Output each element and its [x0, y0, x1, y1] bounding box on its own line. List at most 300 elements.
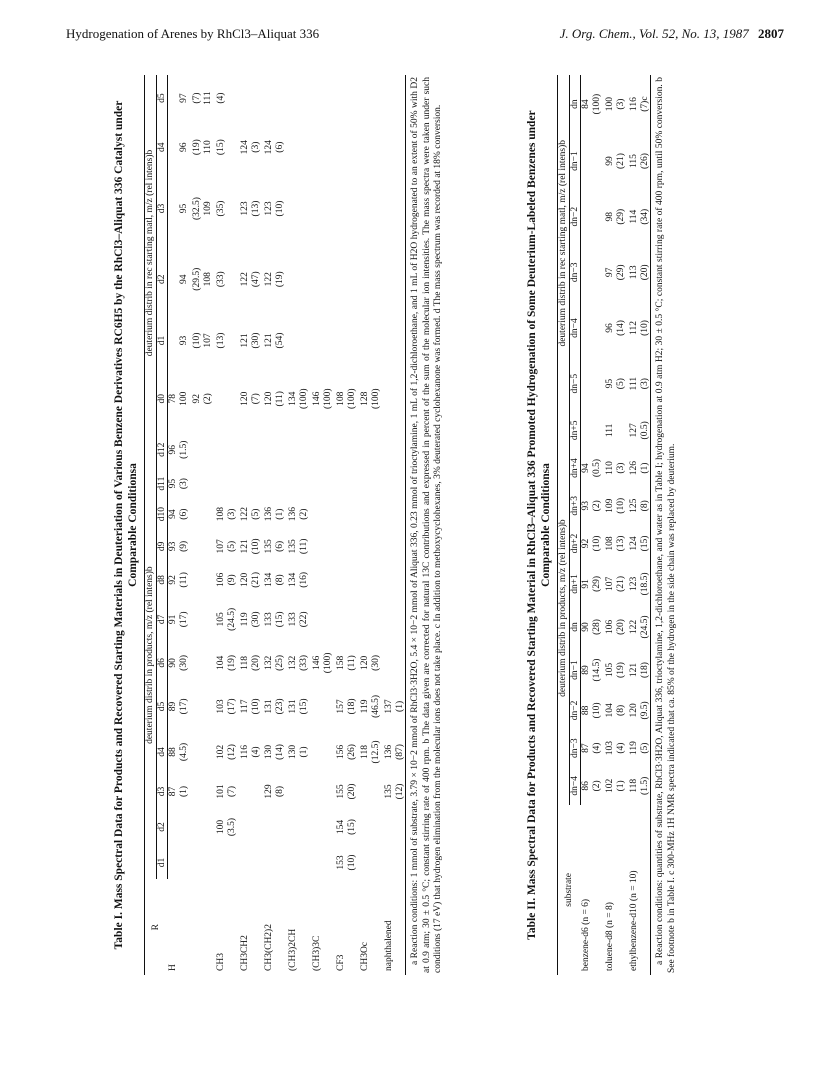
table-cell: 146 — [312, 391, 322, 406]
table-cell: (18) — [640, 648, 651, 691]
table-row — [357, 75, 371, 975]
table-cell: 119 — [240, 612, 250, 627]
table-cell: (15) — [274, 611, 285, 628]
table-cell — [357, 808, 371, 846]
table-row — [371, 75, 382, 975]
column-header-product: dn−1 — [569, 648, 581, 691]
row-label-spacer — [203, 879, 214, 975]
table-cell: (14) — [615, 320, 626, 336]
table-cell: (9) — [178, 540, 189, 552]
table-cell — [333, 121, 347, 173]
table-cell — [309, 431, 323, 469]
table-cell — [381, 431, 395, 469]
table-cell: (11) — [274, 391, 285, 407]
table-cell: 134 — [288, 391, 298, 406]
table-cell: (15) — [346, 819, 357, 835]
table-2-footnote: a Reaction conditions: quantities of substrate, RhCl3·3H2O, Aliquat 336, trioctylamine, 1,2-dichloroethane, and water as in Table I; hydrogenation at 0.9 atm H2; 30 ± 0.5 °C; constant stirring rate of 400 rpm, until 50% conversion. b See footnote b in Table I. c 300-MHz 1H NMR spectra indicated that ca. 85% of the hydrogen in the side chain was replaced by deuterium. — [655, 77, 677, 973]
table-cell: 91 — [581, 579, 591, 589]
table-1-footnote: a Reaction conditions: 1 mmol of substrate, 3.79 × 10−2 mmol of RhCl3·3H2O, 5.4 × 10−2 mmol of Aliquat 336, 0.23 mmol of trioctylamine, 1 mL of 1,2-dichloroethane, and 1 mL of H2O hydrogenated to an extent of 50% with D2 at 0.9 atm; 30 ± 0.5 °C; constant stirring rate of 400 rpm. b The data given are corrected for natural 13C contributions and expressed in percent of the sum of the molecular ion intensities. The mass spectra were taken under such conditions (17 eV) that hydrogen elimination from the molecular ions does not take place. c In addition to methoxycyclohexanes, 3% deuterated cyclohexanone was formed. d The mass spectrum was recorded at 18% conversion. — [410, 77, 443, 973]
table-cell: 121 — [629, 662, 639, 678]
table-cell — [357, 597, 371, 643]
table-cell: (8) — [274, 574, 285, 586]
table-cell — [309, 684, 323, 730]
table-row — [333, 75, 347, 975]
row-label: CF3 — [336, 954, 346, 971]
table-cell: 123 — [240, 201, 250, 216]
table-cell — [285, 775, 299, 809]
column-header-product: d6 — [156, 642, 168, 684]
table-cell: 111 — [629, 376, 639, 391]
table-cell: 120 — [629, 703, 639, 718]
table-cell: 110 — [605, 461, 615, 476]
table-cell: 87 — [168, 786, 178, 797]
table-cell: (20) — [250, 654, 261, 671]
table-row — [309, 75, 323, 975]
table-cell — [203, 808, 214, 846]
table-cell: 94 — [168, 509, 178, 519]
table-cell: (10) — [192, 332, 202, 349]
table-cell: (15) — [640, 525, 651, 563]
row-label-spacer — [179, 879, 190, 975]
row-label: (CH3)3C — [312, 935, 322, 971]
column-header-product: d7 — [156, 597, 168, 643]
table-cell: 121 — [264, 333, 274, 348]
table-cell: (17) — [226, 698, 237, 715]
table-cell: 104 — [605, 703, 615, 718]
table-cell — [309, 775, 323, 809]
table-cell — [395, 367, 406, 431]
table-cell: 158 — [336, 655, 346, 671]
table-cell — [285, 173, 299, 244]
table-2-head-substrate: substrate — [558, 805, 581, 975]
table-cell — [323, 173, 334, 244]
table-cell — [347, 530, 358, 564]
table-cell: (1.5) — [640, 767, 651, 805]
table-cell: 93 — [168, 541, 178, 552]
table-cell: 118 — [360, 745, 370, 759]
table-cell — [333, 75, 347, 121]
table-cell: (6) — [274, 540, 285, 552]
row-label: (CH3)2CH — [288, 928, 298, 971]
table-cell: (25) — [274, 654, 285, 671]
table-cell — [189, 469, 203, 499]
table-cell — [227, 173, 238, 244]
table-cell — [261, 808, 275, 846]
table-1-column-headers — [156, 75, 168, 975]
table-cell — [592, 189, 603, 245]
table-2-group-recovered: deuterium distrib in rec starting matl, m/z (rel intens)b — [558, 75, 570, 411]
table-cell: (10) — [346, 854, 357, 871]
table-cell: 118 — [629, 778, 639, 793]
table-cell: 132 — [288, 655, 298, 671]
table-cell — [581, 189, 592, 245]
table-cell — [357, 173, 371, 244]
column-header-recovered: dn−4 — [569, 300, 581, 356]
table-cell: (19) — [615, 662, 626, 678]
table-cell: (21) — [615, 153, 626, 169]
table-cell: 104 — [216, 655, 226, 671]
table-cell — [395, 244, 406, 315]
row-label — [189, 879, 203, 975]
table-row — [251, 75, 262, 975]
table-cell: (20) — [615, 619, 626, 635]
table-row — [285, 75, 299, 975]
table-cell — [189, 808, 203, 846]
table-cell — [592, 133, 603, 189]
table-cell — [309, 563, 323, 597]
table-cell: 119 — [360, 699, 370, 714]
column-header-product: dn+5 — [569, 411, 581, 449]
table-cell: (5) — [615, 378, 626, 390]
table-cell — [179, 808, 190, 846]
table-1-head-r: R — [145, 879, 168, 975]
column-header-product: dn−2 — [569, 692, 581, 730]
column-header-recovered: d1 — [156, 315, 168, 367]
table-cell — [323, 808, 334, 846]
table-cell: 97 — [178, 93, 189, 103]
table-row — [602, 75, 616, 975]
table-cell — [227, 367, 238, 431]
table-cell: 105 — [216, 612, 226, 627]
table-cell — [381, 173, 395, 244]
table-cell — [371, 775, 382, 809]
table-cell — [251, 808, 262, 846]
table-cell: 94 — [581, 463, 591, 473]
table-cell — [323, 75, 334, 121]
table-cell — [333, 469, 347, 499]
column-header-product: dn+4 — [569, 449, 581, 487]
table-row — [189, 75, 203, 975]
table-cell: (21) — [615, 575, 626, 592]
table-cell: 123 — [264, 201, 274, 216]
table-cell: (6) — [274, 141, 285, 153]
table-cell: 117 — [240, 699, 250, 714]
table-cell: (46.5) — [370, 694, 381, 718]
table-cell — [323, 244, 334, 315]
table-cell: (1) — [274, 508, 285, 520]
table-cell: 102 — [605, 778, 615, 793]
table-cell: (18) — [346, 698, 357, 715]
table-cell: (17) — [178, 611, 189, 628]
table-cell: 113 — [629, 265, 639, 280]
table-cell — [323, 499, 334, 530]
table-cell — [323, 121, 334, 173]
column-header-product: d11 — [156, 469, 168, 499]
table-cell — [581, 133, 592, 189]
table-cell — [168, 244, 179, 315]
table-cell: (30) — [250, 611, 261, 628]
table-cell — [168, 808, 179, 846]
table-cell — [347, 597, 358, 643]
table-cell: 95 — [178, 203, 189, 214]
table-cell: (20) — [640, 245, 651, 301]
table-cell: (3) — [615, 462, 626, 474]
row-label: CH3Oc — [360, 941, 370, 971]
row-label-spacer — [227, 879, 238, 975]
table-cell: (100) — [346, 388, 357, 410]
table-cell — [285, 75, 299, 121]
table-cell: 108 — [216, 507, 226, 522]
table-cell: (100) — [370, 388, 381, 410]
table-cell — [357, 121, 371, 173]
table-cell: (12) — [226, 744, 237, 760]
table-cell — [371, 808, 382, 846]
table-cell: 131 — [288, 699, 298, 714]
table-cell: (16) — [298, 571, 309, 588]
table-cell: 114 — [629, 209, 639, 224]
table-cell: 96 — [168, 445, 178, 455]
table-cell: 112 — [629, 321, 639, 335]
table-cell: 154 — [336, 819, 346, 835]
table-cell: (11) — [178, 572, 189, 588]
table-cell: 103 — [605, 741, 615, 756]
table-cell: (7) — [192, 92, 202, 104]
table-cell: 78 — [168, 394, 178, 404]
table-cell: (32.5) — [192, 197, 202, 220]
table-cell: (8) — [640, 487, 651, 525]
table-cell — [203, 530, 214, 564]
table-cell — [347, 315, 358, 367]
table-cell: 118 — [240, 655, 250, 670]
table-cell: 107 — [202, 333, 213, 348]
table-cell: (35) — [216, 200, 226, 217]
table-row — [395, 75, 406, 975]
table-2-block — [525, 75, 725, 975]
table-cell — [189, 684, 203, 730]
table-cell — [592, 245, 603, 301]
table-cell: 134 — [288, 572, 298, 587]
table-cell: (21) — [250, 571, 261, 588]
table-cell — [333, 431, 347, 469]
table-cell: 122 — [240, 272, 250, 287]
table-cell: (18.5) — [640, 562, 651, 605]
table-cell: 107 — [216, 539, 226, 554]
row-label-spacer — [275, 879, 286, 975]
table-cell — [285, 846, 299, 880]
table-cell: (4) — [250, 746, 261, 758]
table-row — [299, 75, 310, 975]
table-cell — [168, 173, 179, 244]
table-cell: (15) — [216, 139, 226, 156]
column-header-product: d2 — [156, 808, 168, 846]
table-cell: 111 — [202, 91, 213, 105]
table-cell: 120 — [264, 391, 274, 406]
table-cell — [261, 75, 275, 121]
table-cell — [251, 846, 262, 880]
table-cell: (2) — [298, 508, 309, 520]
table-1 — [144, 75, 406, 975]
table-cell: 136 — [288, 507, 298, 522]
table-cell: 133 — [264, 612, 274, 627]
column-header-product: d1 — [156, 846, 168, 880]
table-cell: (3) — [226, 508, 237, 520]
table-cell: 101 — [216, 784, 226, 799]
column-header-recovered: d5 — [156, 75, 168, 121]
table-cell — [237, 75, 251, 121]
table-cell: 129 — [264, 784, 274, 799]
column-header-product: d8 — [156, 563, 168, 597]
table-cell — [371, 469, 382, 499]
table-cell: 130 — [264, 744, 274, 760]
table-cell — [581, 245, 592, 301]
running-head — [0, 26, 820, 46]
table-cell — [371, 121, 382, 173]
table-cell — [347, 244, 358, 315]
table-cell — [299, 315, 310, 367]
table-cell — [381, 597, 395, 643]
table-cell — [189, 597, 203, 643]
table-cell: 88 — [168, 747, 178, 757]
table-cell: (30) — [250, 332, 261, 349]
table-cell: 156 — [336, 744, 346, 760]
table-cell — [189, 775, 203, 809]
table-cell — [323, 563, 334, 597]
table-cell: 110 — [202, 140, 213, 155]
table-cell — [347, 563, 358, 597]
table-cell — [333, 530, 347, 564]
table-cell: (5) — [226, 540, 237, 552]
table-cell: (29.5) — [192, 267, 202, 291]
table-cell: (7) — [250, 393, 261, 405]
table-row — [213, 75, 227, 975]
table-cell: (100) — [298, 388, 309, 410]
table-cell: 124 — [240, 140, 250, 155]
table-1-group-recovered: deuterium distrib in rec starting matl, m/z (rel intens)b — [145, 75, 157, 431]
table-cell — [323, 729, 334, 775]
table-cell: 87 — [581, 743, 591, 753]
table-cell: 89 — [168, 701, 178, 712]
column-header-product: dn+1 — [569, 562, 581, 605]
table-cell: 122 — [629, 619, 639, 635]
table-cell — [237, 431, 251, 469]
column-header-recovered: dn−5 — [569, 356, 581, 412]
table-cell: (34) — [640, 189, 651, 245]
table-cell — [395, 642, 406, 684]
table-cell: (33) — [216, 271, 226, 288]
table-cell — [347, 499, 358, 530]
table-cell — [371, 173, 382, 244]
table-cell — [227, 846, 238, 880]
row-label-spacer — [616, 805, 627, 975]
table-cell: (0.5) — [591, 458, 602, 478]
table-cell — [168, 846, 179, 880]
row-label: H — [167, 964, 178, 971]
table-cell: (1) — [395, 684, 406, 730]
table-cell — [179, 846, 190, 880]
table-cell — [299, 121, 310, 173]
table-cell: 130 — [288, 744, 298, 760]
table-cell — [237, 808, 251, 846]
table-cell — [371, 563, 382, 597]
table-cell: 153 — [336, 855, 346, 870]
table-cell — [299, 431, 310, 469]
table-cell — [395, 431, 406, 469]
table-cell: 124 — [264, 140, 274, 155]
table-cell: (1) — [298, 746, 309, 758]
table-cell — [395, 846, 406, 880]
table-row — [640, 75, 651, 975]
table-cell — [333, 315, 347, 367]
table-cell — [371, 75, 382, 121]
table-cell: 128 — [360, 391, 370, 406]
table-cell — [213, 431, 227, 469]
table-cell: (3) — [615, 98, 626, 110]
table-cell — [251, 469, 262, 499]
table-cell: (29) — [615, 208, 626, 225]
table-cell: 116 — [629, 97, 639, 112]
table-cell — [323, 684, 334, 730]
table-cell — [213, 469, 227, 499]
row-label-spacer — [640, 805, 651, 975]
table-cell — [381, 244, 395, 315]
table-cell: (30) — [370, 654, 381, 671]
table-cell: 100 — [605, 96, 615, 112]
table-cell — [323, 469, 334, 499]
table-cell: (15) — [298, 698, 309, 715]
table-cell: (2) — [202, 393, 213, 405]
row-label-spacer — [251, 879, 262, 975]
table-cell: 155 — [336, 784, 346, 799]
table-cell — [371, 244, 382, 315]
table-cell: 108 — [605, 536, 615, 551]
table-cell — [189, 499, 203, 530]
table-cell — [285, 808, 299, 846]
table-cell — [227, 121, 238, 173]
column-header-recovered: d3 — [156, 173, 168, 244]
table-cell: (10) — [250, 538, 261, 555]
table-cell: (19) — [226, 654, 237, 671]
table-cell — [285, 469, 299, 499]
table-cell: (1) — [178, 785, 189, 798]
column-header-product: dn — [569, 605, 581, 648]
table-cell: 116 — [240, 745, 250, 759]
table-cell: 109 — [202, 201, 213, 216]
table-cell: 146 — [312, 655, 322, 671]
row-label: toluene-d8 (n = 8) — [605, 902, 615, 971]
table-cell: 136 — [384, 744, 394, 760]
table-cell — [299, 173, 310, 244]
table-cell — [227, 431, 238, 469]
table-cell — [213, 367, 227, 431]
table-cell — [357, 244, 371, 315]
table-cell: 107 — [605, 576, 615, 592]
table-cell: (100) — [322, 388, 333, 410]
row-label: benzene-d6 (n = 6) — [580, 898, 591, 971]
table-cell — [333, 499, 347, 530]
table-cell: (3.5) — [226, 817, 237, 837]
table-cell — [261, 469, 275, 499]
table-cell: (4) — [216, 92, 226, 104]
table-cell — [203, 684, 214, 730]
table-cell: 125 — [629, 498, 639, 513]
table-cell: 93 — [178, 335, 189, 346]
column-header-recovered: dn−2 — [569, 189, 581, 245]
table-row — [581, 75, 592, 975]
table-cell — [309, 469, 323, 499]
table-cell: (9) — [226, 574, 237, 586]
table-cell — [251, 775, 262, 809]
table-cell: 136 — [264, 507, 274, 522]
row-label: CH3(CH2)2 — [264, 924, 274, 971]
table-2-body — [581, 75, 651, 975]
table-cell: (8) — [615, 704, 626, 716]
table-cell — [309, 315, 323, 367]
table-cell — [275, 431, 286, 469]
table-cell — [227, 244, 238, 315]
row-label: CH3 — [216, 953, 226, 971]
table-cell — [395, 469, 406, 499]
table-cell: (23) — [274, 698, 285, 715]
